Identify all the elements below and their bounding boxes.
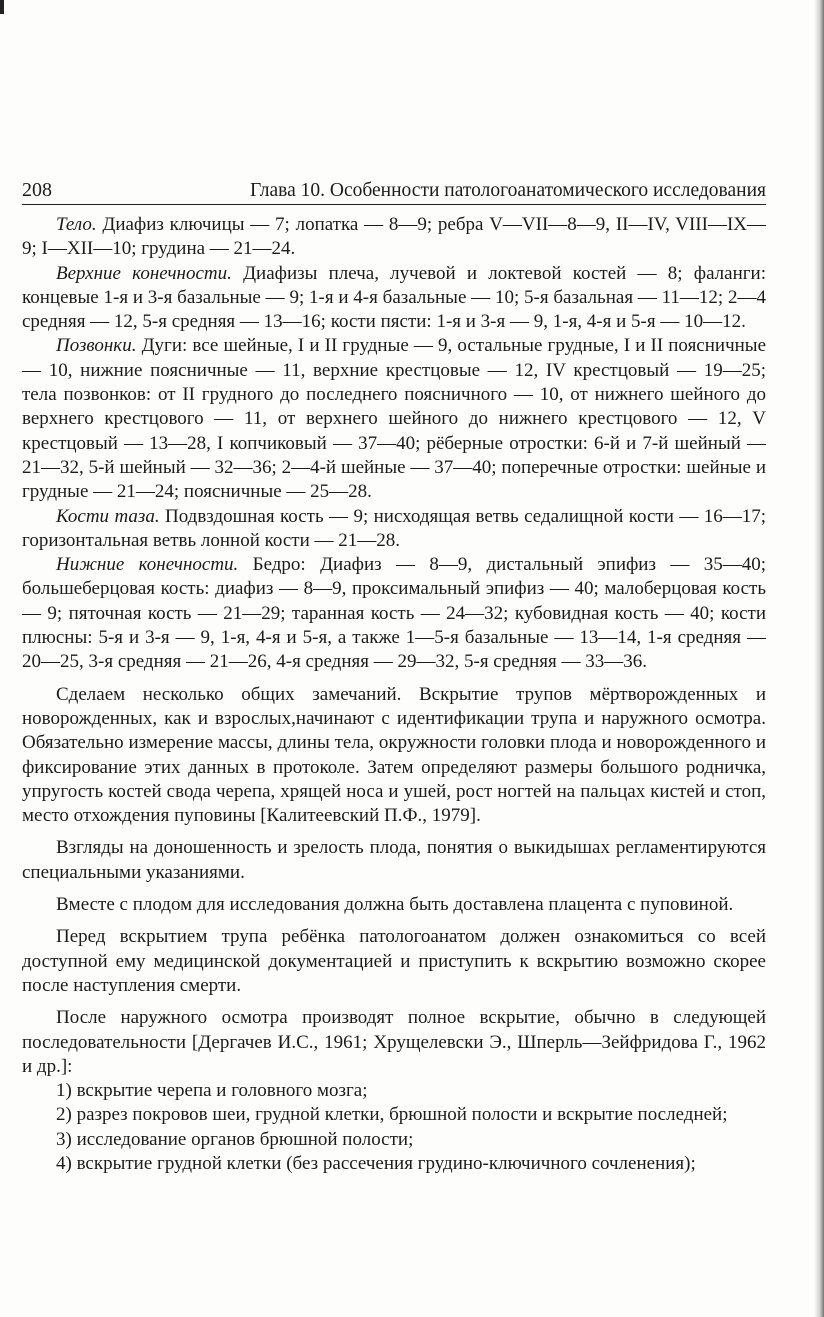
category-text: Бедро: Диафиз — 8—9, дистальный эпифиз — 35—40; большеберцовая кость: диафиз — 8—9, проксимальный эпифиз — 40; малоберцовая кость — 9; пяточная кость — 21—29; таранная кость — 24—32; кубовидная кость — 40; кости плюсны: 5-я и 3-я — 9, 1-я, 4-я и 5-я, а также 1—5-я базальные — 13—14, 1-я средняя — 20—25, 3-я средняя — 21—26, 4-я средняя — 29—32, 5-я средняя — 33—36.	[22, 554, 766, 673]
ossification-upper-limbs	[22, 262, 766, 335]
page-number: 208	[22, 179, 52, 201]
category-label: Кости таза.	[56, 505, 160, 527]
category-text: Подвздошная кость — 9; нисходящая ветвь седалищной кости — 16—17; горизонтальная ветвь лонной кости — 21—28.	[22, 505, 766, 551]
category-label: Позвонки.	[56, 335, 137, 357]
category-label: Верхние конечности.	[56, 262, 232, 284]
category-text: Дуги: все шейные, I и II грудные — 9, остальные грудные, I и II поясничные — 10, нижние поясничные — 11, верхние крестцовые — 12, IV крестцовый — 19—25; тела позвонков: от II грудного до последнего поясничного — 10, от нижнего шейного до верхнего крестцового — 11, от верхнего шейного до нижнего крестцового — 12, V крестцовый — 13—28, I копчиковый — 37—40; рёберные отростки: 6-й и 7-й шейный — 21—32, 5-й шейный — 32—36; 2—4-й шейные — 37—40; поперечные отростки: шейные и грудные — 21—24; поясничные — 25—28.	[22, 335, 766, 503]
category-text: Диафиз ключицы — 7; лопатка — 8—9; ребра V—VII—8—9, II—IV, VIII—IX—9; I—XII—10; грудина — 21—24.	[22, 214, 766, 260]
list-item: 4) вскрытие грудной клетки (без рассечения грудино-ключичного сочленения);	[56, 1152, 696, 1174]
book-page	[22, 178, 766, 1176]
paragraph: После наружного осмотра производят полное вскрытие, обычно в следующей последовательности [Дергачев И.С., 1961; Хрущелевски Э., Шперль—Зейфридова Г., 1962 и др.]:	[22, 1007, 766, 1077]
ossification-lower-limbs	[22, 553, 766, 674]
paragraph: Перед вскрытием трупа ребёнка патологоанатом должен ознакомиться со всей доступной ему медицинской документацией и приступить к вскрытию возможно скорее после наступления смерти.	[22, 926, 766, 996]
list-item: 2) разрез покровов шеи, грудной клетки, брюшной полости и вскрытие последней;	[56, 1104, 728, 1126]
chapter-title: Глава 10. Особенности патологоанатомического исследования	[249, 180, 766, 201]
paragraph: Вместе с плодом для исследования должна быть доставлена плацента с пуповиной.	[56, 894, 734, 916]
ossification-vertebrae	[22, 334, 766, 504]
scan-artifact	[0, 0, 4, 14]
list-item: 3) исследование органов брюшной полости;	[56, 1128, 414, 1150]
paragraph: Взгляды на доношенность и зрелость плода, понятия о выкидышах регламентируются специальными указаниями.	[22, 837, 766, 883]
paragraph: Сделаем несколько общих замечаний. Вскрытие трупов мёртворожденных и новорожденных, как и взрослых,начинают с идентификации трупа и наружного осмотра. Обязательно измерение массы, длины тела, окружности головки плода и новорожденного и фиксирование этих данных в протоколе. Затем определяют размеры большого родничка, упругость костей свода черепа, хрящей носа и ушей, рост ногтей на пальцах кистей и стоп, место отхождения пуповины [Калитеевский П.Ф., 1979].	[22, 683, 766, 827]
body-text	[22, 213, 766, 1176]
ossification-trunk	[22, 213, 766, 262]
category-text: Диафизы плеча, лучевой и локтевой костей — 8; фаланги: концевые 1-я и 3-я базальные — 9; 1-я и 4-я базальные — 10; 5-я базальная — 11—12; 2—4 средняя — 12, 5-я средняя — 13—16; кости пясти: 1-я и 3-я — 9, 1-я, 4-я и 5-я — 10—12.	[22, 262, 766, 333]
category-label: Тело.	[56, 214, 97, 235]
page-edge-shadow	[814, 0, 824, 1317]
category-label: Нижние конечности.	[56, 554, 239, 576]
running-header	[22, 178, 766, 205]
list-item: 1) вскрытие черепа и головного мозга;	[56, 1080, 368, 1102]
ossification-pelvis	[22, 505, 766, 554]
